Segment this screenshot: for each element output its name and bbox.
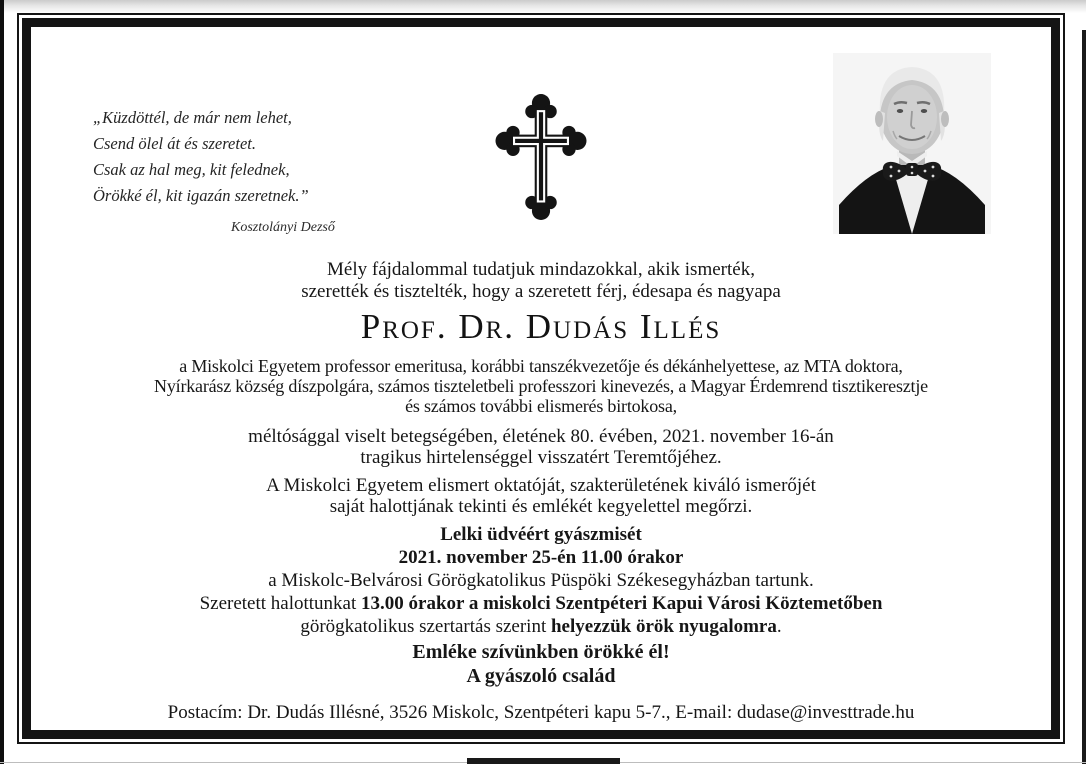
announcement-intro bbox=[31, 259, 1051, 303]
scan-edge-left bbox=[0, 0, 4, 764]
tribute-line: saját halottjának tekinti és emlékét kegyelettel megőrzi. bbox=[329, 496, 753, 517]
poem-line: Csak az hal meg, kit felednek, bbox=[93, 160, 290, 179]
postal-address: Postacím: Dr. Dudás Illésné, 3526 Miskolc, Szentpéteri kapu 5-7., E-mail: dudase@investtrade.hu bbox=[167, 702, 915, 723]
scan-edge-right bbox=[1082, 30, 1086, 764]
poem-line: „Küzdöttél, de már nem lehet, bbox=[93, 108, 292, 127]
eye-left bbox=[897, 109, 903, 113]
burial-line-1-normal: Szeretett halottunkat bbox=[199, 593, 362, 614]
honors-line: és számos további elismerés birtokosa, bbox=[405, 396, 677, 416]
portrait-photo bbox=[833, 53, 991, 234]
obituary-card-inner-border bbox=[22, 18, 1060, 739]
scan-edge-top-gradient bbox=[0, 0, 1086, 13]
obituary-card bbox=[31, 27, 1051, 730]
poem-attribution: Kosztolányi Dezső bbox=[231, 220, 335, 235]
mass-datetime: 2021. november 25-én 11.00 órakor bbox=[398, 547, 684, 568]
orthodox-cross-svg bbox=[492, 87, 590, 227]
burial-line-1-bold: 13.00 órakor a miskolci Szentpéteri Kapui Városi Köztemetőben bbox=[361, 593, 883, 614]
closing-line: Emléke szívünkben örökké él! bbox=[412, 641, 670, 663]
announcement-intro-line: Mély fájdalommal tudatjuk mindazokkal, akik ismerték, bbox=[327, 259, 755, 280]
announcement-text-column bbox=[31, 259, 1051, 724]
tribute-line: A Miskolci Egyetem elismert oktatóját, szakterületének kiváló ismerőjét bbox=[266, 475, 816, 496]
announcement-intro-line: szerették és tisztelték, hogy a szeretett férj, édesapa és nagyapa bbox=[301, 281, 781, 302]
honors-paragraph bbox=[31, 356, 1051, 416]
mass-location: a Miskolc-Belvárosi Görögkatolikus Püspöki Székesegyházban tartunk. bbox=[268, 570, 814, 591]
passing-line: méltósággal viselt betegségében, életének 80. évében, 2021. november 16-án bbox=[248, 426, 834, 447]
burial-line-2-bold: helyezzük örök nyugalomra bbox=[550, 616, 777, 637]
passing-paragraph bbox=[31, 426, 1051, 468]
burial-line-2 bbox=[31, 615, 1051, 638]
ear-right bbox=[941, 111, 949, 127]
portrait-svg bbox=[833, 53, 991, 234]
deceased-name: Prof. Dr. Dudás Illés bbox=[360, 307, 722, 346]
honors-line: Nyírkarász község díszpolgára, számos tiszteletbeli professzori kinevezés, a Magyar Érdemrend tisztikeresztje bbox=[154, 376, 928, 396]
passing-line: tragikus hirtelenséggel visszatért Teremtőjéhez. bbox=[360, 447, 722, 468]
ear-left bbox=[875, 111, 883, 127]
poem-line: Csend ölel át és szeretet. bbox=[93, 134, 256, 153]
mass-title: Lelki üdvéért gyászmisét bbox=[440, 524, 642, 545]
honors-line: a Miskolci Egyetem professor emeritusa, korábbi tanszékvezetője és dékánhelyettese, az MTA doktora, bbox=[179, 356, 903, 376]
burial-line-1 bbox=[31, 592, 1051, 615]
funeral-details bbox=[31, 523, 1051, 638]
closing-message bbox=[31, 640, 1051, 688]
university-tribute-paragraph bbox=[31, 475, 1051, 517]
burial-line-2-normal: görögkatolikus szertartás szerint bbox=[300, 616, 551, 637]
poem-quote bbox=[93, 105, 363, 241]
orthodox-cross-icon bbox=[492, 87, 590, 227]
eye-right bbox=[921, 109, 927, 113]
cross-inner-cross bbox=[515, 112, 567, 200]
closing-line: A gyászoló család bbox=[466, 665, 616, 687]
poem-line: Örökké él, kit igazán szeretnek.” bbox=[93, 186, 309, 205]
scan-edge-bottom-bar bbox=[467, 758, 620, 764]
obituary-card-outer-border bbox=[17, 13, 1065, 744]
burial-line-2-period: . bbox=[776, 616, 782, 637]
